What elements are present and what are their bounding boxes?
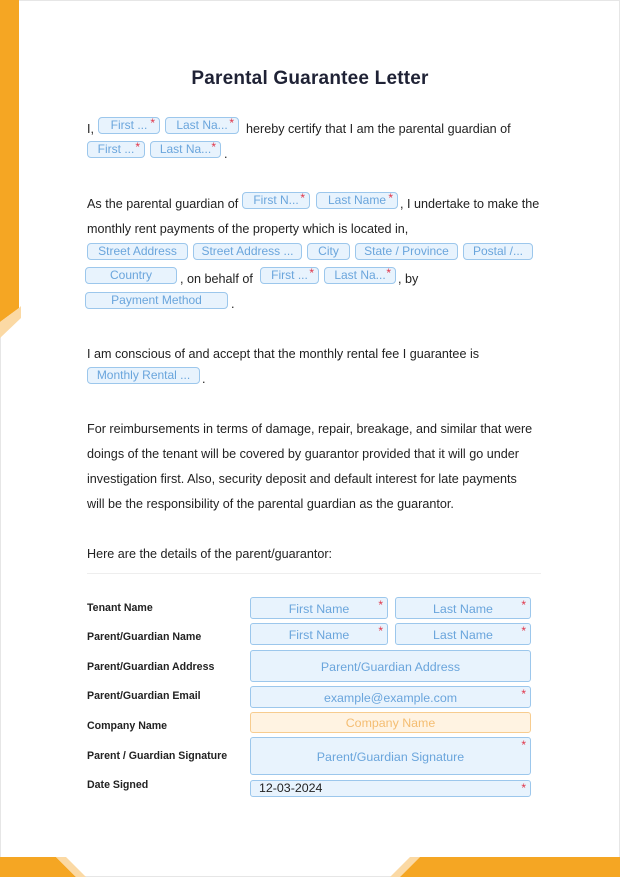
p2-line2-text: monthly rent payments of the property which is located in, (87, 222, 409, 236)
p2-start-text: As the parental guardian of (87, 197, 239, 211)
guardian-email-label: Parent/Guardian Email (87, 690, 201, 702)
details-date-signed-field[interactable]: 12-03-2024 * (250, 780, 531, 797)
p1-end-text: . (224, 147, 228, 161)
guardian-first-name-field-1[interactable]: First ... * (98, 117, 160, 134)
child-last-name-field-2[interactable]: Last Name * (316, 192, 398, 209)
bottom-left-accent-decoration (0, 852, 100, 877)
p4-line3-text: investigation first. Also, security deposit and default interest for late payments (87, 472, 517, 486)
p4-line4-text: will be the responsibility of the parental guardian as the guarantor. (87, 497, 454, 511)
monthly-rental-field[interactable]: Monthly Rental ... (87, 367, 200, 384)
left-accent-decoration (0, 0, 22, 340)
required-mark: * (135, 141, 140, 154)
p4-line2-text: doings of the tenant will be covered by guarantor provided that it will go under (87, 447, 519, 461)
guardian-name-label: Parent/Guardian Name (87, 631, 202, 643)
required-mark: * (378, 598, 383, 612)
p3-end-text: . (202, 372, 206, 386)
required-mark: * (521, 598, 526, 612)
required-mark: * (229, 117, 234, 130)
details-guardian-email-field[interactable]: example@example.com * (250, 686, 531, 708)
street-address-line2-field[interactable]: Street Address ... (193, 243, 302, 260)
required-mark: * (378, 624, 383, 638)
details-tenant-first-name-field[interactable]: First Name * (250, 597, 388, 619)
required-mark: * (300, 192, 305, 205)
p2-behalf-text: , on behalf of (180, 272, 253, 286)
details-company-name-field[interactable]: Company Name (250, 712, 531, 733)
p2-end-text: . (231, 297, 235, 311)
city-field[interactable]: City (307, 243, 350, 260)
required-mark: * (150, 117, 155, 130)
required-mark: * (521, 624, 526, 638)
p3-line1-text: I am conscious of and accept that the monthly rental fee I guarantee is (87, 347, 480, 361)
required-mark: * (388, 192, 393, 205)
required-mark: * (211, 141, 216, 154)
details-tenant-last-name-field[interactable]: Last Name * (395, 597, 531, 619)
details-guardian-signature-field[interactable]: Parent/Guardian Signature * (250, 737, 531, 775)
tenant-last-name-field[interactable]: Last Na... * (324, 267, 396, 284)
guardian-last-name-field-1[interactable]: Last Na... * (165, 117, 239, 134)
required-mark: * (521, 781, 526, 795)
details-guardian-last-name-field[interactable]: Last Name * (395, 623, 531, 645)
p5-line1-text: Here are the details of the parent/guarantor: (87, 547, 333, 561)
details-guardian-first-name-field[interactable]: First Name * (250, 623, 388, 645)
child-first-name-field-1[interactable]: First ... * (87, 141, 145, 158)
tenant-name-label: Tenant Name (87, 602, 153, 614)
p2-line1-end-text: , I undertake to make the (400, 197, 540, 211)
p1-start-text: I, (87, 122, 94, 136)
tenant-first-name-field[interactable]: First ... * (260, 267, 319, 284)
child-first-name-field-2[interactable]: First N... * (242, 192, 310, 209)
guardian-address-label: Parent/Guardian Address (87, 661, 215, 673)
p1-mid-text: hereby certify that I am the parental guardian of (246, 122, 511, 136)
required-mark: * (521, 687, 526, 701)
postal-code-field[interactable]: Postal /... (463, 243, 533, 260)
child-last-name-field-1[interactable]: Last Na... * (150, 141, 221, 158)
bottom-right-accent-decoration (380, 852, 620, 877)
street-address-field[interactable]: Street Address (87, 243, 188, 260)
required-mark: * (309, 267, 314, 280)
page-title: Parental Guarantee Letter (191, 68, 429, 89)
payment-method-field[interactable]: Payment Method (85, 292, 228, 309)
p2-by-text: , by (398, 272, 419, 286)
divider (87, 573, 541, 574)
state-province-field[interactable]: State / Province (355, 243, 458, 260)
required-mark: * (521, 738, 526, 752)
guardian-signature-label: Parent / Guardian Signature (87, 750, 228, 762)
p4-line1-text: For reimbursements in terms of damage, repair, breakage, and similar that were (87, 422, 533, 436)
country-field[interactable]: Country (85, 267, 177, 284)
details-guardian-address-field[interactable]: Parent/Guardian Address (250, 650, 531, 682)
required-mark: * (386, 267, 391, 280)
date-signed-label: Date Signed (87, 779, 149, 791)
company-name-label: Company Name (87, 720, 168, 732)
